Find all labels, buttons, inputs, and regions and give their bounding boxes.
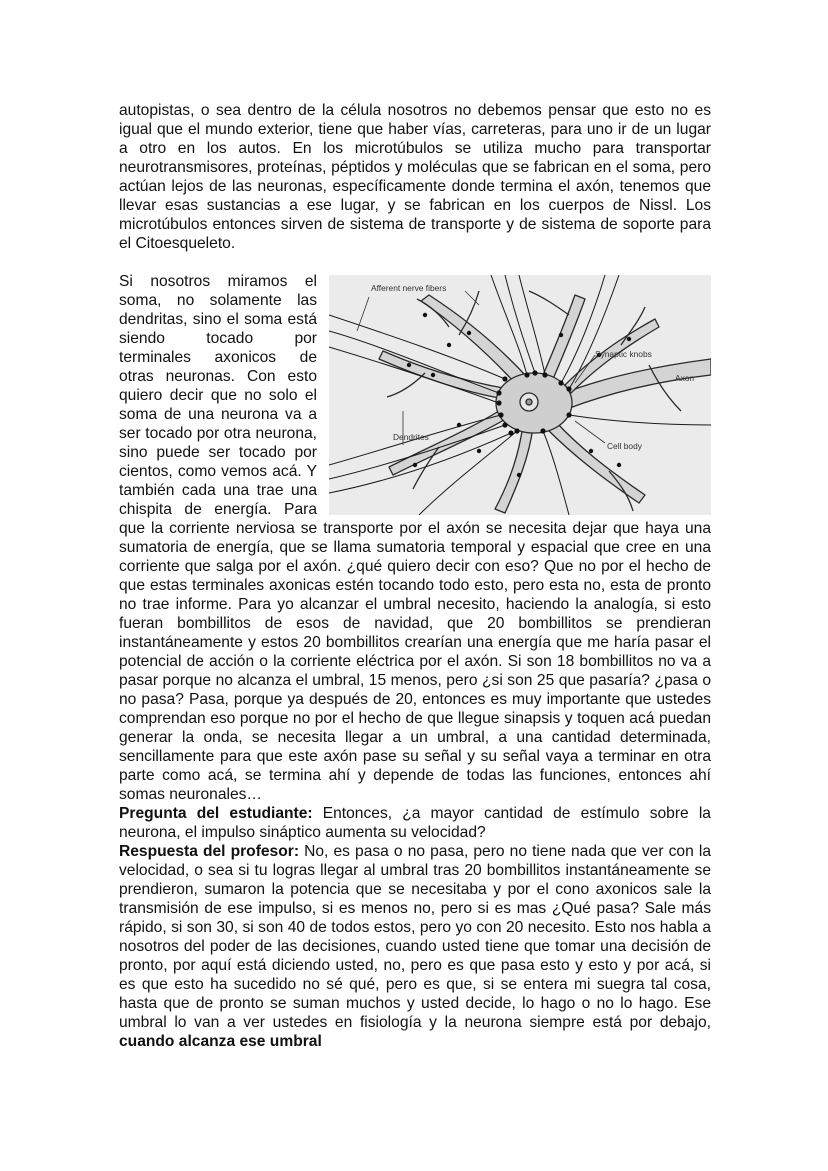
paragraph-soma-threshold: Si nosotros miramos el soma, no solamente las dendritas, sino el soma está siendo tocado por terminales axonicos de otras neuronas. Con esto quiero decir que no solo el soma de una neurona va a ser tocado por otra neurona, sino puede ser tocado por cientos, como vemos acá. Y también cada una trae una chispita de energía. Para que la corriente nerviosa se transporte por el axón se necesita dejar que haya una sumatoria de energía, que se llama sumatoria temporal y espacial que cree en una corriente que salga por el axón. ¿qué quiero decir con eso? Que no por el hecho de que estas terminales axonicas estén tocando todo esto, pero esta no, esta de pronto no trae informe. Para yo alcanzar el umbral necesito, haciendo la analogía, si esto fueran bombillitos de esos de navidad, que 20 bombillitos se prendieran instantáneamente y estos 20 bombillitos crearían una energía que me haría pasar el potencial de acción o la corriente eléctrica por el axón. Si son 18 bombillitos no va a pasar porque no alcanza el umbral, 15 menos, pero ¿si son 25 que pasaría? ¿pasa o no pasa? Pasa, porque ya después de 20, entonces es muy importante que ustedes comprendan eso porque no por el hecho de que llegue sinapsis y toquen acá puedan generar la onda, se necesita llegar a un umbral, a una cantidad determinada, sencillamente para que este axón pase su señal y su señal vaya a terminar en otra parte como acá, se termina ahí y depende de todas las funciones, entonces ahí somas neuronales… <box>119 273 711 803</box>
professor-label: Respuesta del profesor: <box>119 843 300 860</box>
document-page <box>119 101 711 1051</box>
professor-text: No, es pasa o no pasa, pero no tiene nada que ver con la velocidad, o sea si tu logras llegar al umbral tras 20 bombillitos instantáneamente se prendieron, sumaron la potencia que se necesitaba y por el cono axonicos sale la transmisión de ese impulso, si es menos no, pero si es mas ¿Qué pasa? Sale más rápido, si son 30, si son 40 de todos estos, pero yo con 20 necesito. Esto nos habla a nosotros del poder de las decisiones, cuando usted tiene que tomar una decisión de pronto, por aquí está diciendo usted, no, pero es que pasa esto y esto y por acá, si es que esto ha sucedido no sé qué, pero es que, si se entera mi suegra tal cosa, hasta que de pronto se suman muchos y usted decide, lo hago o no lo hago. Ese umbral lo van a ver ustedes en fisiología y la neurona siempre está por debajo, <box>119 843 712 1031</box>
label-afferent-nerve-fibers: Afferent nerve fibers <box>371 283 447 293</box>
student-label: Pregunta del estudiante: <box>119 805 313 822</box>
professor-bold-end: cuando alcanza ese umbral <box>119 1033 322 1050</box>
student-question <box>119 804 711 842</box>
professor-answer <box>119 842 711 1051</box>
label-axon: Axon <box>675 373 695 383</box>
paragraph-microtubules: autopistas, o sea dentro de la célula nosotros no debemos pensar que esto no es igual que el mundo exterior, tiene que haber vías, carreteras, para uno ir de un lugar a otro en los autos. En los microtúbulos se utiliza mucho para transportar neurotransmisores, proteínas, péptidos y moléculas que se fabrican en el soma, pero actúan lejos de las neuronas, específicamente donde termina el axón, tenemos que llevar esas sustancias a ese lugar, y se fabrican en los cuerpos de Nissl. Los microtúbulos entonces sirven de sistema de transporte y de sistema de soporte para el Citoesqueleto. <box>119 102 711 252</box>
label-synaptic-knobs: Synaptic knobs <box>595 349 652 359</box>
label-cell-body: Cell body <box>607 441 642 451</box>
student-text: Entonces, ¿a mayor cantidad de estímulo sobre la neurona, el impulso sináptico aumenta su velocidad? <box>119 805 711 841</box>
label-dendrites: Dendrites <box>393 432 429 442</box>
neuron-drawing <box>329 275 711 515</box>
neuron-illustration <box>329 275 711 515</box>
